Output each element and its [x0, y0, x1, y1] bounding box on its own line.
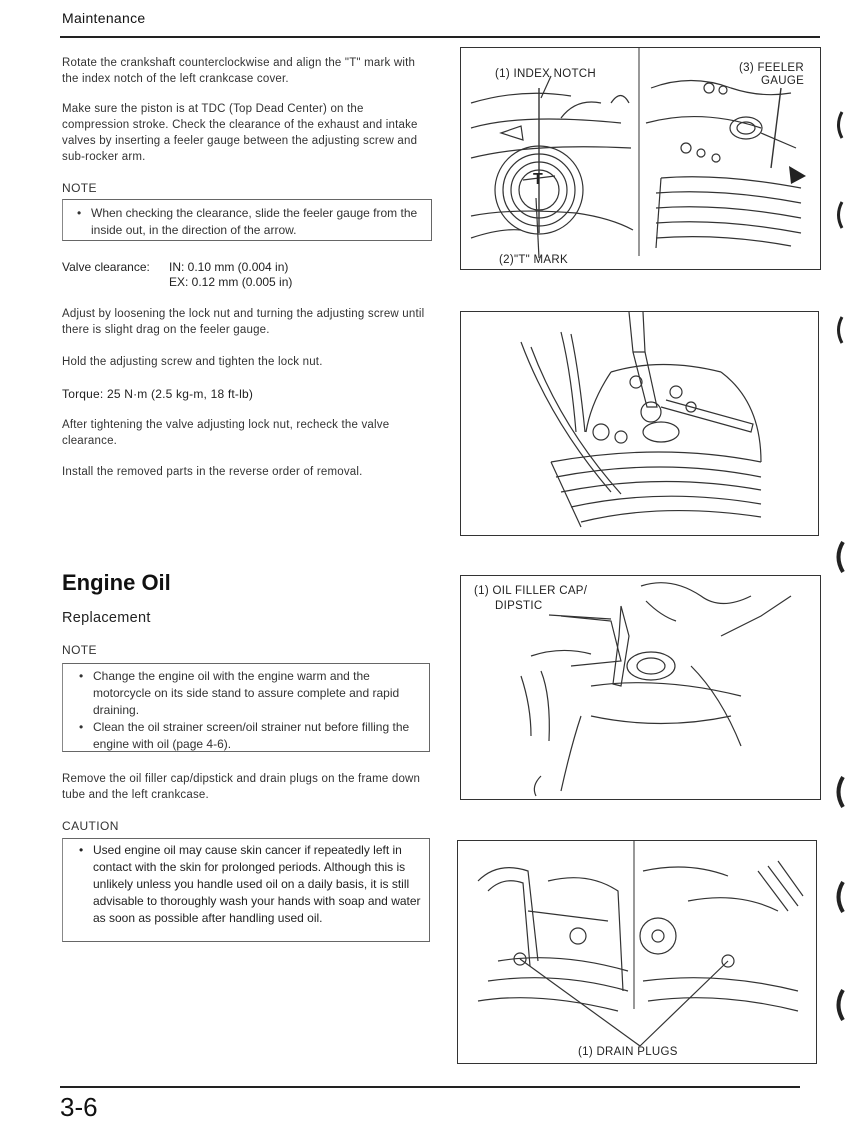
label-dipstick: DIPSTIC: [495, 600, 543, 612]
footer-rule: [60, 1086, 800, 1088]
note-box: [62, 199, 432, 241]
oil-note-box: [62, 663, 430, 752]
valve-clearance-ex: EX: 0.12 mm (0.005 in): [169, 275, 293, 289]
figure-valve-adjust-drawing: [461, 312, 820, 537]
valve-clearance-label: Valve clearance:: [62, 260, 150, 274]
binder-hole-mark: [834, 988, 846, 1022]
label-feeler-gauge: (3) FEELER: [739, 62, 804, 74]
section-header: Maintenance: [62, 10, 146, 26]
paragraph-install: Install the removed parts in the reverse order of removal.: [62, 466, 363, 478]
paragraph-recheck: After tightening the valve adjusting lock nut, recheck the valve clearance.: [62, 419, 390, 447]
torque-spec: Torque: 25 N·m (2.5 kg-m, 18 ft-lb): [62, 387, 254, 401]
paragraph-remove-plugs: Remove the oil filler cap/dipstick and drain plugs on the frame down tube and the left crankcase.: [62, 773, 421, 801]
header-rule: [60, 36, 820, 38]
caution-box: [62, 838, 430, 942]
paragraph-hold-screw: Hold the adjusting screw and tighten the lock nut.: [62, 356, 323, 368]
binder-hole-mark: [834, 540, 846, 574]
label-t-letter: T: [533, 171, 544, 188]
oil-note-item: • Clean the oil strainer screen/oil strainer nut before filling the engine with oil (page 4-6).: [93, 719, 423, 753]
note-label: NOTE: [62, 181, 97, 195]
figure-oil-filler-cap: [460, 575, 821, 800]
valve-clearance-in: IN: 0.10 mm (0.004 in): [169, 260, 289, 274]
note-item: • When checking the clearance, slide the feeler gauge from the inside out, in the direction of the arrow.: [91, 205, 423, 239]
caution-label: CAUTION: [62, 819, 119, 833]
oil-note-label: NOTE: [62, 643, 97, 657]
oil-note-item: • Change the engine oil with the engine warm and the motorcycle on its side stand to assure complete and rapid draining.: [93, 668, 423, 719]
figure-drain-plugs-drawing: [458, 841, 818, 1065]
binder-hole-mark: [834, 775, 846, 809]
binder-hole-mark: [834, 880, 846, 914]
label-drain-plugs: (1) DRAIN PLUGS: [578, 1046, 678, 1058]
page-number: 3-6: [60, 1092, 98, 1122]
caution-item: • Used engine oil may cause skin cancer if repeatedly left in contact with the skin for prolonged periods. Although this is unlikely unless you handle used oil on a daily basis, it is still advisable to thoroughly wash your hands with soap and water as soon as possible after handling used oil.: [93, 842, 423, 927]
binder-hole-mark: [834, 110, 846, 140]
subsection-title-replacement: Replacement: [62, 610, 151, 626]
figure-drain-plugs: [457, 840, 817, 1064]
arrow-icon: [789, 166, 806, 184]
paragraph-adjust: Adjust by loosening the lock nut and turning the adjusting screw until there is slight drag on the feeler gauge.: [62, 308, 425, 336]
section-title-engine-oil: Engine Oil: [62, 570, 171, 595]
binder-hole-mark: [834, 315, 846, 345]
label-feeler-gauge-2: GAUGE: [761, 75, 805, 87]
label-index-notch: (1) INDEX NOTCH: [495, 68, 596, 80]
figure-valve-adjust: [460, 311, 819, 536]
figure-index-notch-feeler-gauge: [460, 47, 821, 270]
paragraph-rotate-crankshaft: Rotate the crankshaft counterclockwise and align the "T" mark with the index notch of the left crankcase cover.: [62, 57, 416, 85]
label-oil-filler-cap: (1) OIL FILLER CAP/: [474, 585, 588, 597]
binder-hole-mark: [834, 200, 846, 230]
paragraph-tdc-check: Make sure the piston is at TDC (Top Dead Center) on the compression stroke. Check the clearance of the exhaust and intake valves by inserting a feeler gauge between the adjusting screw and sub-rocker arm.: [62, 103, 418, 163]
label-t-mark: (2)"T" MARK: [499, 254, 568, 266]
